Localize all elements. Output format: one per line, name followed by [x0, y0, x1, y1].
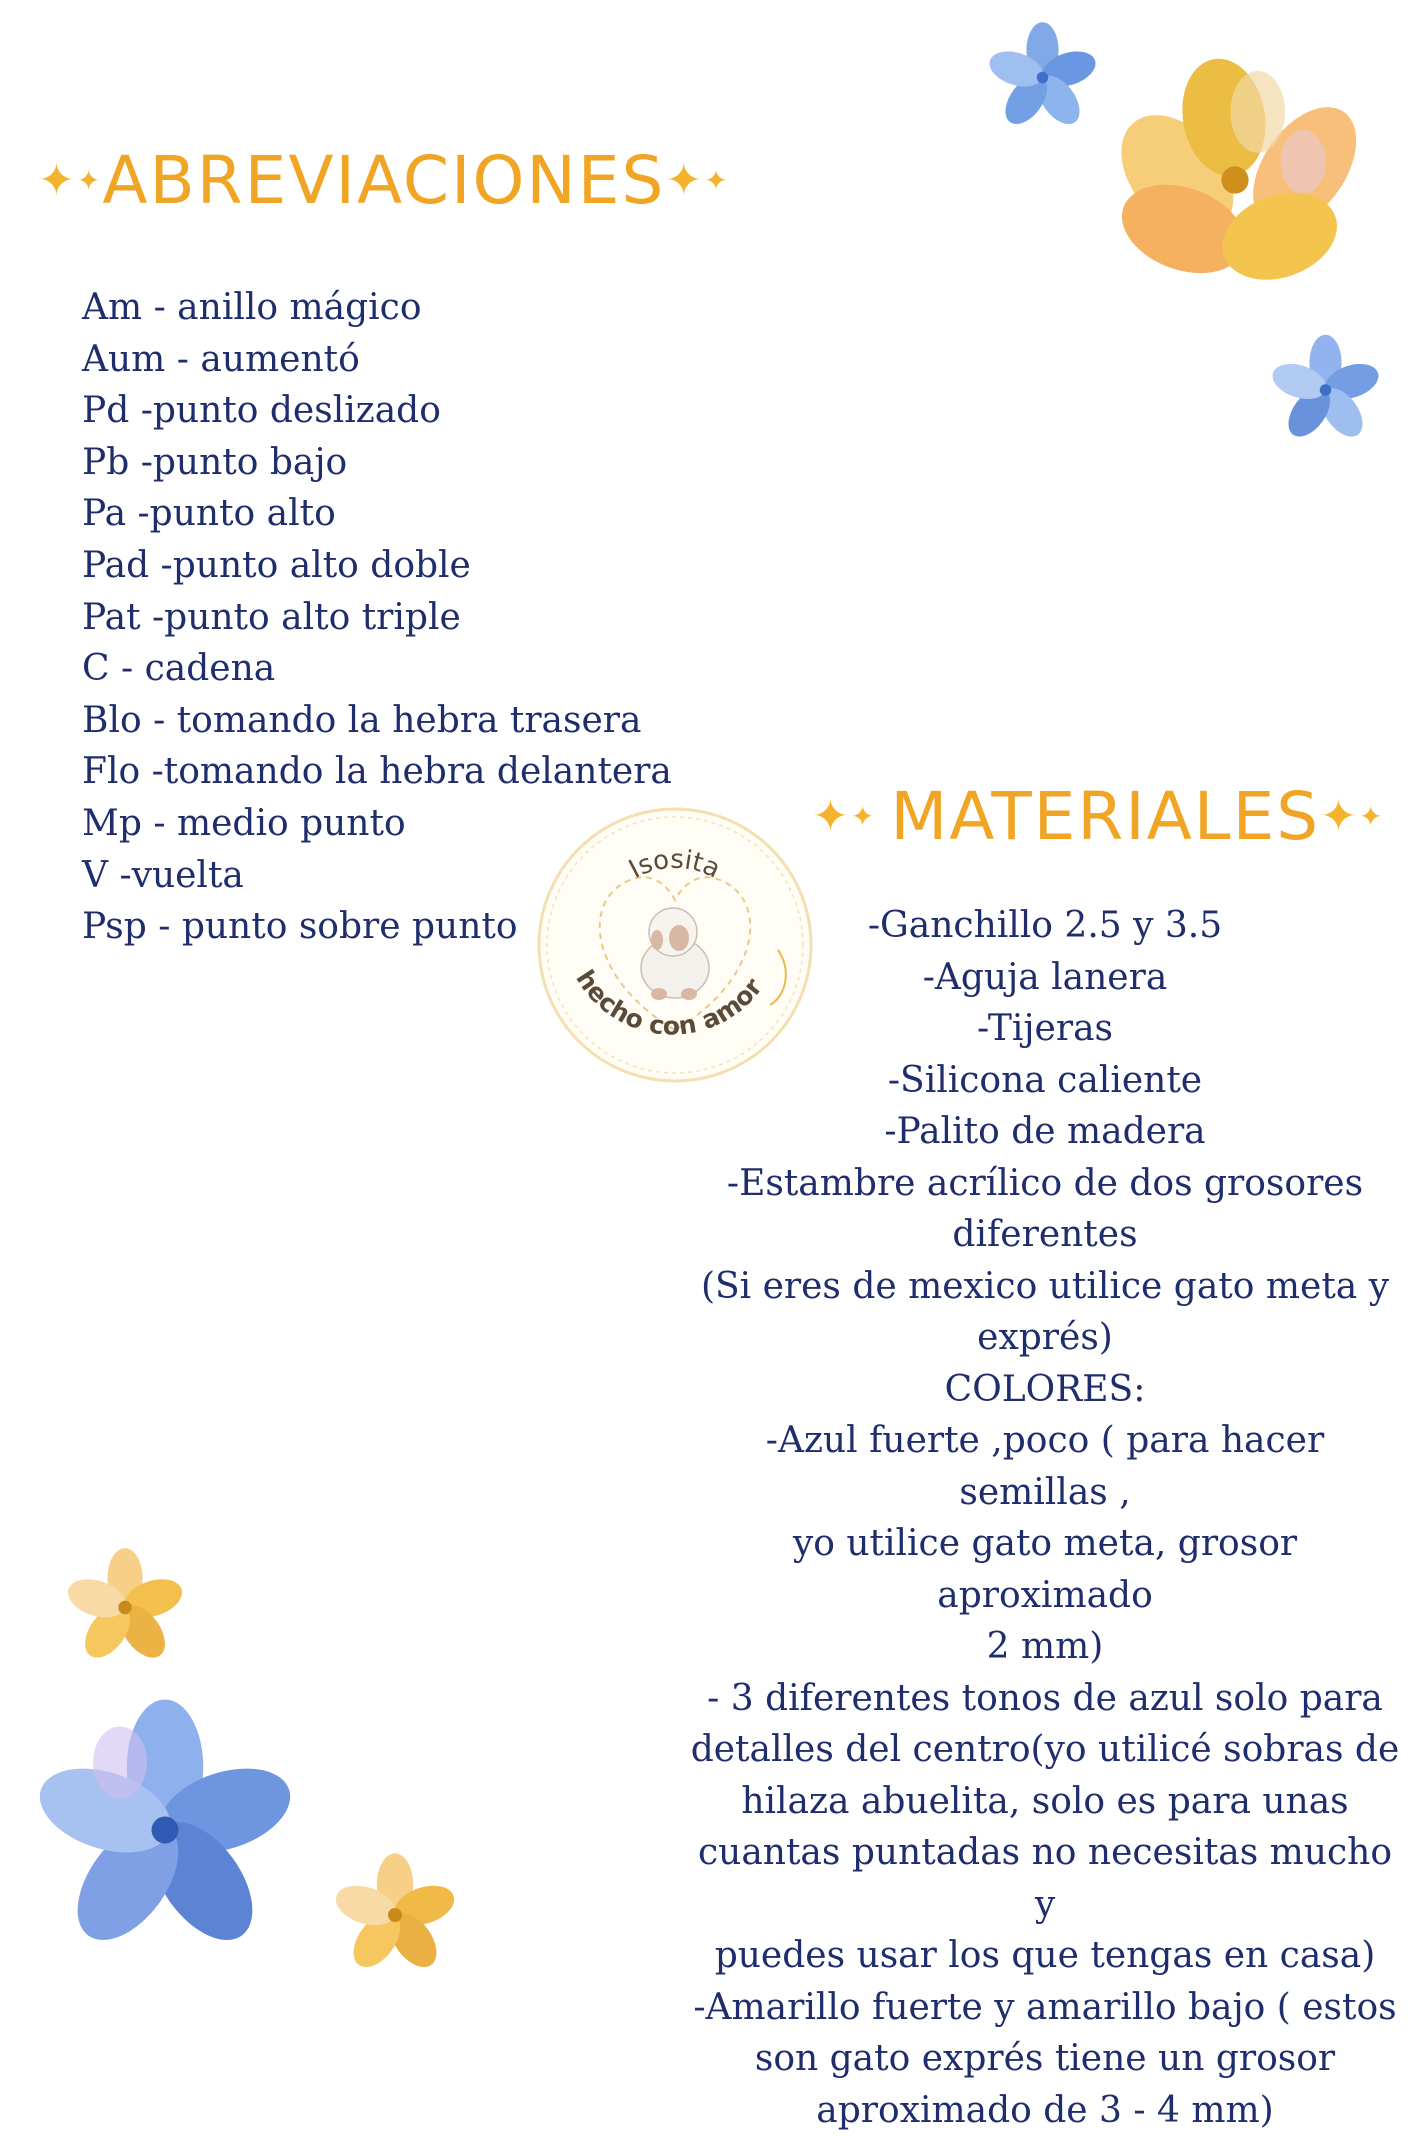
- materials-line: aproximado de 3 - 4 mm): [690, 2085, 1400, 2136]
- materials-line: -Aguja lanera: [690, 952, 1400, 1004]
- list-item: Pat -punto alto triple: [82, 592, 672, 644]
- list-item: C - cadena: [82, 643, 672, 695]
- list-item: Blo - tomando la hebra trasera: [82, 695, 672, 747]
- list-item: Psp - punto sobre punto: [82, 901, 672, 953]
- materials-line: -Tijeras: [690, 1003, 1400, 1055]
- sparkle-icon: ✦: [1359, 803, 1384, 831]
- materials-line: son gato exprés tiene un grosor: [690, 2033, 1400, 2085]
- list-item: Mp - medio punto: [82, 798, 672, 850]
- materials-heading: [812, 778, 1385, 855]
- materials-line: puedes usar los que tengas en casa): [690, 1930, 1400, 1982]
- materials-line: - 3 diferentes tonos de azul solo para: [690, 1673, 1400, 1725]
- materials-line: (Si eres de mexico utilice gato meta y: [690, 1261, 1400, 1313]
- blue-flower-bottom-icon: [30, 1695, 300, 1965]
- abbreviations-title: ABREVIACIONES: [102, 142, 665, 219]
- list-item: Pa -punto alto: [82, 488, 672, 540]
- logo-top-text: Isosita: [624, 845, 725, 885]
- materials-line: -Azul fuerte ,poco ( para hacer semillas ,: [690, 1415, 1400, 1518]
- materials-line: -Palito de madera: [690, 1106, 1400, 1158]
- materials-line: -Silicona caliente: [690, 1055, 1400, 1107]
- list-item: Pad -punto alto doble: [82, 540, 672, 592]
- materials-line: detalles del centro(yo utilicé sobras de: [690, 1724, 1400, 1776]
- yellow-flower-left-icon: [55, 1540, 195, 1675]
- yellow-flower-bottom-icon: [325, 1845, 465, 1985]
- list-item: Am - anillo mágico: [82, 282, 672, 334]
- yellow-flower-top-icon: [1090, 55, 1380, 305]
- materials-list: [690, 900, 1400, 2136]
- materials-title: MATERIALES: [890, 778, 1320, 855]
- sparkle-icon: ✦: [1320, 795, 1359, 839]
- list-item: Aum - aumentó: [82, 334, 672, 386]
- sparkle-icon: ✦: [38, 159, 77, 203]
- sparkle-icon: ✦: [812, 795, 851, 839]
- list-item: Pb -punto bajo: [82, 437, 672, 489]
- materials-line: exprés): [690, 1312, 1400, 1364]
- materials-line: COLORES:: [690, 1364, 1400, 1416]
- sparkle-icon: ✦: [77, 167, 102, 195]
- materials-line: 2 mm): [690, 1621, 1400, 1673]
- materials-line: -Amarillo fuerte y amarillo bajo ( estos: [690, 1982, 1400, 2034]
- materials-line: -Ganchillo 2.5 y 3.5: [690, 900, 1400, 952]
- list-item: Pd -punto deslizado: [82, 385, 672, 437]
- materials-line: diferentes: [690, 1209, 1400, 1261]
- materials-line: cuantas puntadas no necesitas mucho y: [690, 1827, 1400, 1930]
- list-item: V -vuelta: [82, 850, 672, 902]
- materials-line: hilaza abuelita, solo es para unas: [690, 1776, 1400, 1828]
- blue-flower-top-icon: [985, 20, 1100, 135]
- blue-flower-right-icon: [1268, 330, 1383, 450]
- materials-line: -Estambre acrílico de dos grosores: [690, 1158, 1400, 1210]
- logo-bottom-text: hecho con amor: [570, 965, 768, 1041]
- sparkle-icon: ✦: [851, 803, 876, 831]
- sparkle-icon: ✦: [704, 167, 729, 195]
- abbreviations-heading: [38, 142, 730, 219]
- sparkle-icon: ✦: [665, 159, 704, 203]
- materials-line: yo utilice gato meta, grosor aproximado: [690, 1518, 1400, 1621]
- list-item: Flo -tomando la hebra delantera: [82, 746, 672, 798]
